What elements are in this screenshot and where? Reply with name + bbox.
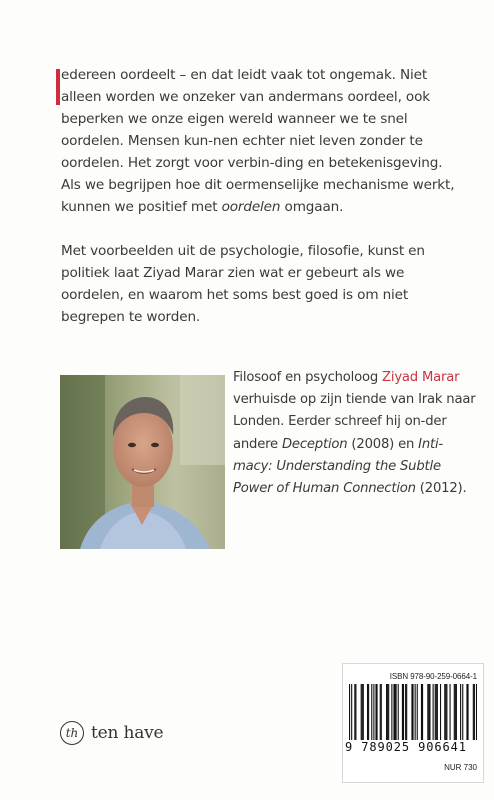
- barcode-panel: [342, 663, 484, 783]
- text-run: (2008) en: [347, 436, 419, 452]
- barcode-bar: [473, 684, 474, 740]
- author-bio-paragraph: [233, 367, 478, 500]
- intro-text: [61, 64, 461, 328]
- barcode-bar: [421, 684, 422, 740]
- barcode-digits: 9 789025 906641: [345, 740, 467, 754]
- barcode-bar: [349, 684, 350, 740]
- text-run: verhuisde op zijn tiende van Irak naar Londen. Eerder schreef hij on-der andere: [233, 392, 476, 452]
- barcode-bar: [422, 684, 423, 740]
- barcode-bar: [386, 684, 387, 740]
- barcode-bar: [445, 684, 446, 740]
- author-portrait-icon: [60, 375, 225, 549]
- barcode-bar: [387, 684, 388, 740]
- barcode-bar: [415, 684, 416, 740]
- barcode-bar: [351, 684, 352, 740]
- red-drop-initial-bar: [56, 69, 60, 105]
- text-run: edereen oordeelt – en dat leidt vaak tot ongemak. Niet alleen: [61, 67, 428, 105]
- text-run: Inti-macy: Understanding the Subtle Power of Human Connection: [233, 436, 443, 497]
- barcode-bar: [380, 684, 381, 740]
- barcode-bar: [412, 684, 413, 740]
- barcode-bar: [455, 684, 456, 740]
- barcode-bar: [427, 684, 428, 740]
- barcode-bar: [450, 684, 451, 740]
- text-run: mechanisme werkt, kunnen we positief met: [61, 177, 455, 215]
- barcode-bar: [406, 684, 407, 740]
- barcode-bar: [462, 684, 463, 740]
- barcode-bar: [362, 684, 363, 740]
- barcode-bar: [393, 684, 394, 740]
- barcode-bar: [405, 684, 406, 740]
- text-run: laat Ziyad Marar zien wat er gebeurt als we oordelen, en waarom: [61, 265, 405, 303]
- barcode-bar: [368, 684, 369, 740]
- barcode-bar: [417, 684, 418, 740]
- barcode-bar: [456, 684, 457, 740]
- text-run: omgaan.: [280, 199, 344, 215]
- barcode-bar: [402, 684, 403, 740]
- barcode-bar: [460, 684, 461, 740]
- author-photo: [60, 375, 225, 549]
- barcode-bar: [361, 684, 362, 740]
- barcode-icon: [349, 684, 477, 740]
- barcode-bar: [367, 684, 368, 740]
- barcode-bar: [403, 684, 404, 740]
- text-run: het soms best goed is om niet begrepen te worden.: [61, 287, 409, 325]
- intro-paragraph-1: [61, 64, 461, 218]
- barcode-bar: [429, 684, 430, 740]
- author-bio: [233, 367, 478, 500]
- barcode-bar: [411, 684, 412, 740]
- barcode-bar: [428, 684, 429, 740]
- barcode-bar: [363, 684, 364, 740]
- text-run: nen echter niet leven zonder te oordelen. Het zorgt voor verbin-: [61, 133, 423, 171]
- text-run: oordelen: [221, 199, 281, 215]
- barcode-bar: [476, 684, 477, 740]
- nur-label: NUR 730: [444, 763, 477, 772]
- barcode-bar: [375, 684, 376, 740]
- barcode-bar: [355, 684, 356, 740]
- barcode-bar: [371, 684, 372, 740]
- text-run: ding en betekenisgeving. Als we begrijpen hoe dit oermenselijke: [61, 155, 443, 193]
- barcode-bar: [354, 684, 355, 740]
- barcode-bar: [467, 684, 468, 740]
- barcode-bar: [377, 684, 378, 740]
- intro-paragraph-2: [61, 240, 461, 328]
- barcode-bar: [381, 684, 382, 740]
- barcode-bar: [391, 684, 392, 740]
- text-run: Met voorbeelden uit de psychologie, filosofie, kunst en politiek: [61, 243, 425, 281]
- barcode-bar: [444, 684, 445, 740]
- barcode-bar: [437, 684, 438, 740]
- text-run: onze eigen wereld wanneer we te snel oordelen. Mensen kun-: [61, 111, 408, 149]
- text-run: Filosoof en psycholoog: [233, 370, 383, 385]
- text-run: Ziyad Marar: [382, 370, 460, 385]
- barcode-bar: [466, 684, 467, 740]
- barcode-bar: [440, 684, 441, 740]
- publisher-name: ten have: [91, 723, 164, 743]
- barcode-bar: [436, 684, 437, 740]
- th-circle-logo-icon: th: [60, 721, 84, 745]
- barcode-bar: [454, 684, 455, 740]
- barcode-bar: [433, 684, 434, 740]
- barcode-bar: [446, 684, 447, 740]
- barcode-bar: [474, 684, 475, 740]
- barcode-bar: [435, 684, 436, 740]
- publisher-logo: [60, 718, 163, 748]
- barcode-bar: [398, 684, 399, 740]
- barcode-bar: [373, 684, 374, 740]
- barcode-bar: [394, 684, 395, 740]
- barcode-bar: [396, 684, 397, 740]
- isbn-label: ISBN 978-90-259-0664-1: [389, 672, 477, 681]
- text-run: worden we onzeker van andermans oordeel, ook beperken we: [61, 89, 430, 127]
- text-run: (2012).: [415, 481, 467, 497]
- barcode-bar: [388, 684, 389, 740]
- text-run: Deception: [281, 436, 348, 452]
